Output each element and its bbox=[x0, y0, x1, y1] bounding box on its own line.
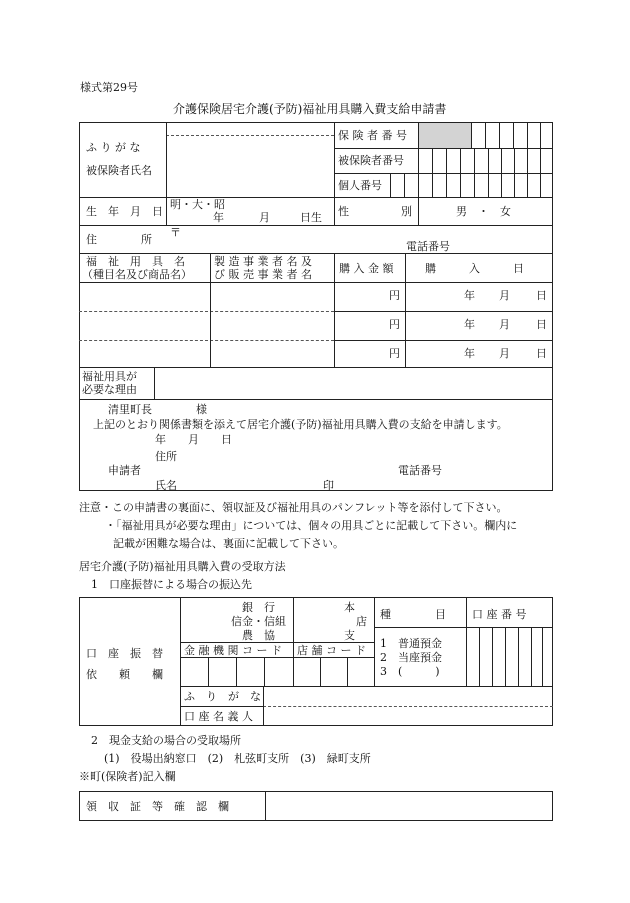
insured-number-field[interactable] bbox=[419, 149, 552, 172]
form-number: 様式第29号 bbox=[80, 81, 138, 94]
account-holder-field[interactable] bbox=[265, 708, 552, 725]
yen-unit: 円 bbox=[389, 289, 400, 302]
account-type-option-3[interactable]: 3 ( ) bbox=[380, 665, 440, 678]
application-date: 年 月 日 bbox=[155, 433, 232, 446]
personal-number-field[interactable] bbox=[391, 174, 552, 196]
receipt-check-field[interactable] bbox=[267, 792, 552, 820]
note-3: 記載が困難な場合は、裏面に記載して下さい。 bbox=[113, 537, 344, 550]
postal-mark: 〒 bbox=[170, 226, 181, 239]
account-type-option-1[interactable]: 1 普通預金 bbox=[380, 637, 442, 650]
maker-field-1[interactable] bbox=[211, 283, 333, 310]
address-field[interactable] bbox=[182, 227, 402, 251]
account-type-option-2[interactable]: 2 当座預金 bbox=[380, 651, 442, 664]
yen-unit: 円 bbox=[389, 347, 400, 360]
applicant-address-label: 住所 bbox=[155, 450, 177, 463]
applicant-name-label: 氏名 bbox=[155, 479, 177, 492]
note-2: ・「福祉用具が必要な理由」については、個々の用具ごとに記載して下さい。欄内に bbox=[105, 519, 518, 532]
furigana-field[interactable] bbox=[168, 123, 333, 134]
receipt-heading: 居宅介護(予防)福祉用具購入費の受取方法 bbox=[79, 560, 286, 573]
maker-field-3[interactable] bbox=[211, 341, 333, 366]
note-1: 注意・この申請書の裏面に、領収証及び福祉用具のパンフレット等を添付して下さい。 bbox=[79, 501, 508, 514]
reason-label-1: 福祉用具が bbox=[82, 370, 137, 383]
cash-places: (1) 役場出納窓口 (2) 札弦町支所 (3) 緑町支所 bbox=[104, 752, 371, 765]
purchase-date-header: 購 入 日 bbox=[425, 262, 524, 275]
bank-code-header: 金 融 機 関 コ ー ド bbox=[184, 644, 282, 657]
birth-year-unit: 年 bbox=[213, 211, 224, 224]
maker-field-2[interactable] bbox=[211, 312, 333, 339]
sex-label: 性 bbox=[338, 205, 349, 218]
insurer-number-shaded-cell bbox=[419, 123, 471, 148]
holder-furigana-field[interactable] bbox=[265, 687, 552, 705]
account-type-header: 種 目 bbox=[380, 608, 446, 621]
item-name-header-1: 福 祉 用 具 名 bbox=[86, 255, 185, 268]
office-use-heading: ※町(保険者)記入欄 bbox=[79, 770, 176, 783]
bank-transfer-subheading: 1 口座振替による場合の振込先 bbox=[91, 578, 252, 591]
month-unit: 月 bbox=[499, 318, 510, 331]
bank-type-3: 農 協 bbox=[242, 629, 275, 642]
amount-header: 購 入 金 額 bbox=[339, 262, 394, 275]
day-unit: 日 bbox=[536, 347, 547, 360]
item-name-field-1[interactable] bbox=[80, 283, 209, 310]
birthdate-label: 生 年 月 日 bbox=[86, 205, 163, 218]
year-unit: 年 bbox=[464, 318, 475, 331]
insured-name-field[interactable] bbox=[168, 137, 333, 196]
request-label: 依 頼 欄 bbox=[86, 668, 163, 681]
sex-options[interactable]: 男 ・ 女 bbox=[456, 205, 511, 218]
branch-type-2: 店 bbox=[356, 615, 367, 628]
insured-number-label: 被保険者番号 bbox=[338, 154, 404, 167]
form-title: 介護保険居宅介護(予防)福祉用具購入費支給申請書 bbox=[173, 102, 447, 116]
address-label: 住 所 bbox=[86, 233, 152, 246]
bank-type-2: 信金・信組 bbox=[231, 615, 286, 628]
cash-subheading: 2 現金支給の場合の受取場所 bbox=[91, 734, 241, 747]
item-name-field-2[interactable] bbox=[80, 312, 209, 339]
insured-name-label: 被保険者氏名 bbox=[86, 164, 152, 177]
applicant-label: 申請者 bbox=[108, 464, 141, 477]
account-holder-label: 口 座 名 義 人 bbox=[184, 710, 253, 723]
era-options[interactable]: 明・大・昭 bbox=[170, 198, 225, 211]
year-unit: 年 bbox=[464, 347, 475, 360]
reason-label-2: 必要な理由 bbox=[82, 383, 137, 396]
applicant-phone-label: 電話番号 bbox=[398, 464, 442, 477]
furigana-label: ふ り が な bbox=[86, 141, 141, 154]
seal-mark: 印 bbox=[323, 479, 334, 492]
reason-field[interactable] bbox=[156, 368, 552, 398]
sex-label-2: 別 bbox=[401, 205, 412, 218]
bank-type-1: 銀 行 bbox=[242, 601, 275, 614]
yen-unit: 円 bbox=[389, 318, 400, 331]
holder-furigana-label: ふ り が な bbox=[184, 690, 261, 703]
item-name-field-3[interactable] bbox=[80, 341, 209, 366]
maker-header-2: び 販 売 事 業 者 名 bbox=[214, 268, 312, 281]
birth-month-unit: 月 bbox=[259, 211, 270, 224]
birth-day-unit: 日生 bbox=[300, 211, 322, 224]
item-name-header-2: （種目名及び商品名） bbox=[82, 268, 192, 281]
branch-type-1: 本 bbox=[344, 601, 355, 614]
year-unit: 年 bbox=[464, 289, 475, 302]
receipt-check-label: 領 収 証 等 確 認 欄 bbox=[86, 800, 229, 813]
addressee: 清里町長 様 bbox=[108, 403, 207, 416]
day-unit: 日 bbox=[536, 318, 547, 331]
declaration-statement: 上記のとおり関係書類を添えて居宅介護(予防)福祉用具購入費の支給を申請します。 bbox=[93, 418, 508, 431]
branch-type-3: 支 bbox=[344, 629, 355, 642]
month-unit: 月 bbox=[499, 347, 510, 360]
branch-code-header: 店 舗 コ ー ド bbox=[297, 644, 366, 657]
account-number-header: 口 座 番 号 bbox=[472, 608, 527, 621]
maker-header-1: 製 造 事 業 者 名 及 bbox=[214, 255, 312, 268]
personal-number-label: 個人番号 bbox=[338, 179, 382, 192]
month-unit: 月 bbox=[499, 289, 510, 302]
phone-label: 電話番号 bbox=[406, 240, 450, 253]
transfer-label: 口 座 振 替 bbox=[86, 647, 163, 660]
insurer-number-label: 保 険 者 番 号 bbox=[338, 129, 407, 142]
day-unit: 日 bbox=[536, 289, 547, 302]
